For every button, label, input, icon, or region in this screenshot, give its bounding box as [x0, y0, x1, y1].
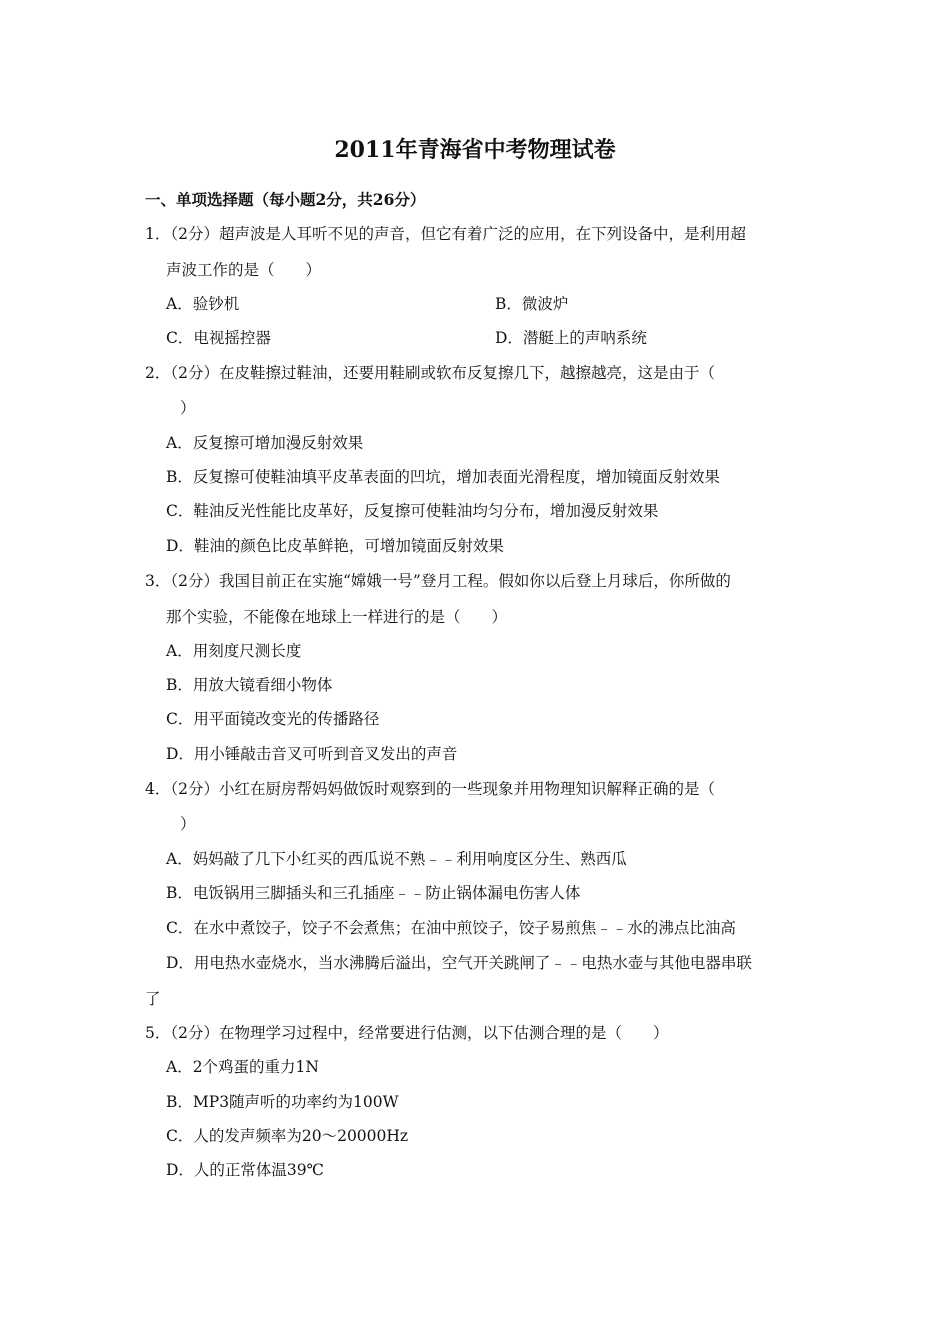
question-4-option-d-line2: 了 — [145, 990, 161, 1008]
question-3-option-b: B．用放大镜看细小物体 — [166, 676, 333, 694]
question-5-option-b: B．MP3随声听的功率约为100W — [166, 1093, 399, 1111]
question-5-option-d: D．人的正常体温39℃ — [166, 1161, 324, 1179]
question-1-option-d: D．潜艇上的声呐系统 — [495, 329, 647, 347]
question-2-stem-line1: 2．（2分）在皮鞋擦过鞋油，还要用鞋刷或软布反复擦几下，越擦越亮，这是由于（ — [145, 364, 715, 382]
question-1-stem-line2: 声波工作的是（ ） — [166, 261, 322, 279]
question-3-option-c: C．用平面镜改变光的传播路径 — [166, 710, 380, 728]
question-2-option-c: C．鞋油反光性能比皮革好，反复擦可使鞋油均匀分布，增加漫反射效果 — [166, 502, 659, 520]
question-2-option-b: B．反复擦可使鞋油填平皮革表面的凹坑，增加表面光滑程度，增加镜面反射效果 — [166, 468, 720, 486]
question-4-option-b: B．电饭锅用三脚插头和三孔插座﹣﹣防止锅体漏电伤害人体 — [166, 884, 581, 902]
question-5-option-c: C．人的发声频率为20～20000Hz — [166, 1127, 409, 1145]
question-4-stem-line1: 4．（2分）小红在厨房帮妈妈做饭时观察到的一些现象并用物理知识解释正确的是（ — [145, 780, 715, 798]
question-1-stem-line1: 1．（2分）超声波是人耳听不见的声音，但它有着广泛的应用，在下列设备中，是利用超 — [145, 225, 746, 243]
section-heading: 一、单项选择题（每小题2分，共26分） — [145, 190, 426, 209]
question-2-option-d: D．鞋油的颜色比皮革鲜艳，可增加镜面反射效果 — [166, 537, 504, 555]
question-3-option-a: A．用刻度尺测长度 — [166, 642, 302, 660]
question-1-option-a: A．验钞机 — [166, 295, 240, 313]
page-title: 2011年青海省中考物理试卷 — [334, 137, 616, 163]
question-1-option-c: C．电视摇控器 — [166, 329, 271, 347]
question-4-option-c: C．在水中煮饺子，饺子不会煮焦；在油中煎饺子，饺子易煎焦﹣﹣水的沸点比油高 — [166, 919, 736, 937]
question-1-option-b: B．微波炉 — [495, 295, 569, 313]
question-3-stem-line1: 3．（2分）我国目前正在实施“嫦娥一号”登月工程。假如你以后登上月球后，你所做的 — [145, 572, 731, 590]
question-2-option-a: A．反复擦可增加漫反射效果 — [166, 434, 364, 452]
question-3-stem-line2: 那个实验，不能像在地球上一样进行的是（ ） — [166, 608, 508, 626]
question-4-option-d-line1: D．用电热水壶烧水，当水沸腾后溢出，空气开关跳闸了﹣﹣电热水壶与其他电器串联 — [166, 954, 752, 972]
question-5-option-a: A．2个鸡蛋的重力1N — [166, 1058, 319, 1076]
question-4-stem-line2: ） — [180, 815, 196, 833]
question-4-option-a: A．妈妈敲了几下小红买的西瓜说不熟﹣﹣利用响度区分生、熟西瓜 — [166, 850, 627, 868]
question-3-option-d: D．用小锤敲击音叉可听到音叉发出的声音 — [166, 745, 458, 763]
question-2-stem-line2: ） — [180, 399, 196, 417]
question-5-stem: 5．（2分）在物理学习过程中，经常要进行估测，以下估测合理的是（ ） — [145, 1024, 669, 1042]
